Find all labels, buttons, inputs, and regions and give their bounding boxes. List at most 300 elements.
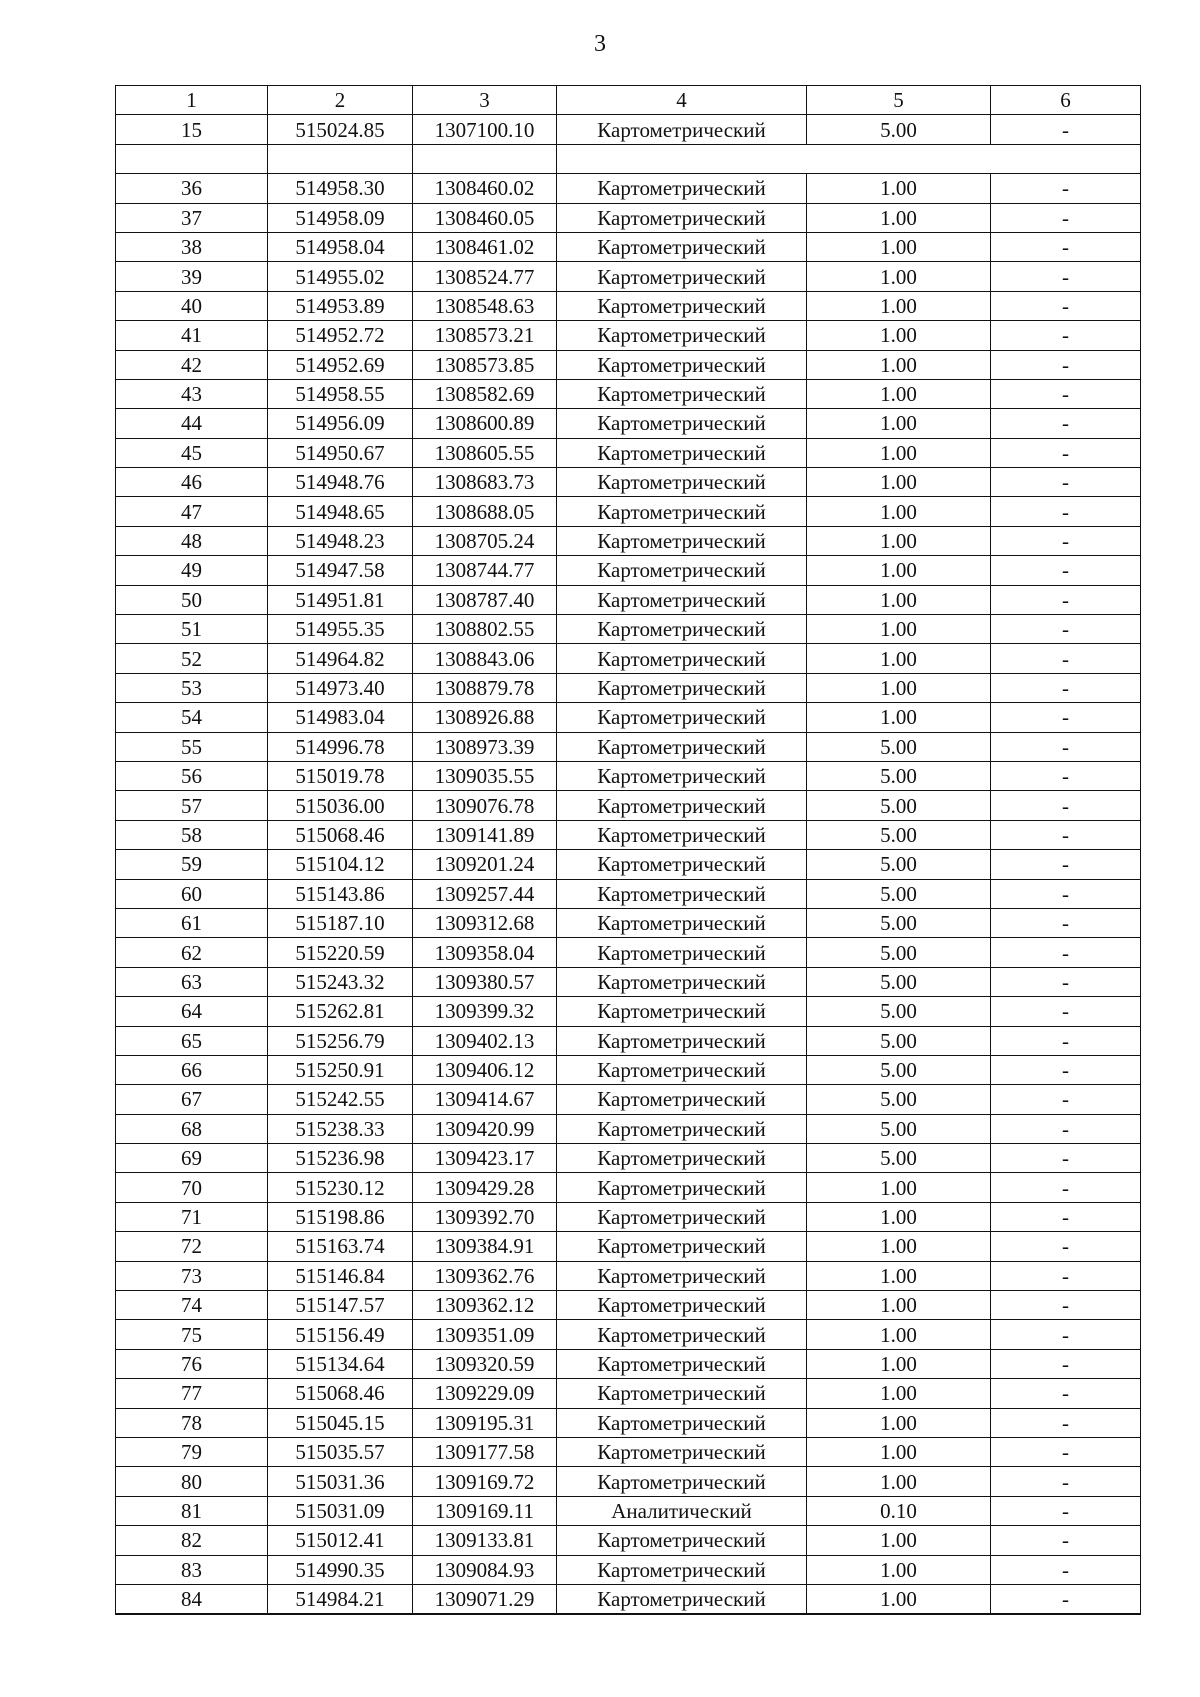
table-cell: 514983.04: [268, 703, 413, 732]
table-cell: -: [991, 938, 1141, 967]
table-row: [116, 468, 1141, 497]
table-cell: -: [991, 1144, 1141, 1173]
table-row: [116, 585, 1141, 614]
table-row: [116, 1173, 1141, 1202]
table-cell: 514984.21: [268, 1584, 413, 1614]
table-cell: Картометрический: [557, 1144, 807, 1173]
table-cell: -: [991, 1349, 1141, 1378]
table-cell: -: [991, 526, 1141, 555]
column-header-2: 2: [268, 86, 413, 115]
page-number: 3: [594, 31, 606, 57]
table-cell: Картометрический: [557, 1408, 807, 1437]
table-cell: 1.00: [807, 262, 991, 291]
table-cell: 5.00: [807, 1085, 991, 1114]
table-cell: -: [991, 585, 1141, 614]
table-cell: 1309071.29: [413, 1584, 557, 1614]
table-cell: Картометрический: [557, 908, 807, 937]
table-cell: Картометрический: [557, 262, 807, 291]
table-cell: 59: [116, 850, 268, 879]
table-cell: 515143.86: [268, 879, 413, 908]
table-cell: 515163.74: [268, 1232, 413, 1261]
table-cell: 1308460.02: [413, 174, 557, 203]
table-cell: -: [991, 262, 1141, 291]
table-cell: 56: [116, 761, 268, 790]
table-cell: 1309169.72: [413, 1467, 557, 1496]
table-row: [116, 1349, 1141, 1378]
table-cell: 65: [116, 1026, 268, 1055]
table-row: [116, 791, 1141, 820]
table-cell: 1.00: [807, 1437, 991, 1466]
table-cell: 515187.10: [268, 908, 413, 937]
table-cell: 55: [116, 732, 268, 761]
table-cell: [268, 144, 413, 173]
table-cell: 5.00: [807, 1055, 991, 1084]
table-cell: 78: [116, 1408, 268, 1437]
table-cell: 77: [116, 1379, 268, 1408]
table-cell: Картометрический: [557, 1202, 807, 1231]
table-cell: 1.00: [807, 468, 991, 497]
table-cell: Картометрический: [557, 232, 807, 261]
table-cell: 1309084.93: [413, 1555, 557, 1584]
table-cell: 515236.98: [268, 1144, 413, 1173]
table-cell: Картометрический: [557, 732, 807, 761]
table-cell: 1309362.76: [413, 1261, 557, 1290]
table-cell: 0.10: [807, 1496, 991, 1525]
table-row: [116, 350, 1141, 379]
table-cell: Картометрический: [557, 615, 807, 644]
table-cell: Картометрический: [557, 703, 807, 732]
table-cell: 36: [116, 174, 268, 203]
table-cell: -: [991, 1202, 1141, 1231]
table-cell: 1309423.17: [413, 1144, 557, 1173]
table-cell: 1.00: [807, 1202, 991, 1231]
table-cell: -: [991, 997, 1141, 1026]
table-row: [116, 1144, 1141, 1173]
table-row: [116, 409, 1141, 438]
table-cell: 15: [116, 115, 268, 144]
table-cell: 1309380.57: [413, 967, 557, 996]
table-cell: Картометрический: [557, 1437, 807, 1466]
table-cell: 515024.85: [268, 115, 413, 144]
table-row: [116, 526, 1141, 555]
table-cell: 1309429.28: [413, 1173, 557, 1202]
table-cell: -: [991, 879, 1141, 908]
table-cell: 1.00: [807, 1408, 991, 1437]
table-header-row: [116, 86, 1141, 115]
table-cell: Аналитический: [557, 1496, 807, 1525]
table-row: [116, 850, 1141, 879]
table-cell: Картометрический: [557, 1085, 807, 1114]
table-cell: -: [991, 291, 1141, 320]
table-cell: 1.00: [807, 1232, 991, 1261]
table-cell: Картометрический: [557, 761, 807, 790]
table-cell: 515262.81: [268, 997, 413, 1026]
table-cell: 53: [116, 673, 268, 702]
table-cell: -: [991, 1467, 1141, 1496]
table-cell: 57: [116, 791, 268, 820]
table-cell: 40: [116, 291, 268, 320]
table-cell: 514950.67: [268, 438, 413, 467]
table-cell: Картометрический: [557, 468, 807, 497]
table-cell: Картометрический: [557, 321, 807, 350]
table-cell: 1308600.89: [413, 409, 557, 438]
table-cell: 1309133.81: [413, 1526, 557, 1555]
table-cell: 1.00: [807, 203, 991, 232]
table-cell: 69: [116, 1144, 268, 1173]
table-cell: 84: [116, 1584, 268, 1614]
table-cell: 515198.86: [268, 1202, 413, 1231]
table-cell: 1308582.69: [413, 379, 557, 408]
table-cell: 1309201.24: [413, 850, 557, 879]
table-row: [116, 438, 1141, 467]
table-cell: 1309076.78: [413, 791, 557, 820]
table-cell: -: [991, 615, 1141, 644]
table-cell: 51: [116, 615, 268, 644]
table-row: [116, 615, 1141, 644]
table-cell: 515256.79: [268, 1026, 413, 1055]
table-cell: 515012.41: [268, 1526, 413, 1555]
table-cell: 1308548.63: [413, 291, 557, 320]
table-cell: 48: [116, 526, 268, 555]
table-cell: Картометрический: [557, 820, 807, 849]
table-row: [116, 1085, 1141, 1114]
table-cell: 5.00: [807, 115, 991, 144]
table-cell: 1308787.40: [413, 585, 557, 614]
table-cell: 80: [116, 1467, 268, 1496]
table-cell: 1.00: [807, 232, 991, 261]
table-cell: 515019.78: [268, 761, 413, 790]
table-cell: 515134.64: [268, 1349, 413, 1378]
table-cell: -: [991, 1437, 1141, 1466]
table-cell: 1.00: [807, 1526, 991, 1555]
table-row: [116, 1555, 1141, 1584]
table-cell: 515031.09: [268, 1496, 413, 1525]
table-cell: 70: [116, 1173, 268, 1202]
table-cell: -: [991, 115, 1141, 144]
table-cell: 514952.72: [268, 321, 413, 350]
table-cell: 1.00: [807, 556, 991, 585]
table-cell: Картометрический: [557, 1055, 807, 1084]
table-cell: 1.00: [807, 438, 991, 467]
table-cell: 1309169.11: [413, 1496, 557, 1525]
table-cell: 1.00: [807, 379, 991, 408]
table-cell: 1.00: [807, 321, 991, 350]
table-cell: Картометрический: [557, 291, 807, 320]
table-cell: 52: [116, 644, 268, 673]
table-cell: -: [991, 379, 1141, 408]
table-cell: 515156.49: [268, 1320, 413, 1349]
table-cell: 1309406.12: [413, 1055, 557, 1084]
table-cell: 514958.55: [268, 379, 413, 408]
table-cell: 515230.12: [268, 1173, 413, 1202]
table-cell: 1309362.12: [413, 1291, 557, 1320]
table-cell: 514948.65: [268, 497, 413, 526]
table-cell: 1309392.70: [413, 1202, 557, 1231]
table-cell: 5.00: [807, 908, 991, 937]
table-row: [116, 938, 1141, 967]
table-row: [116, 1026, 1141, 1055]
table-cell: Картометрический: [557, 526, 807, 555]
table-cell: 514956.09: [268, 409, 413, 438]
table-cell: 1309358.04: [413, 938, 557, 967]
table-cell: -: [991, 1173, 1141, 1202]
table-cell: [413, 144, 557, 173]
table-cell: 1307100.10: [413, 115, 557, 144]
table-row: [116, 732, 1141, 761]
table-cell: 515243.32: [268, 967, 413, 996]
table-cell: Картометрический: [557, 879, 807, 908]
table-cell: 1308524.77: [413, 262, 557, 291]
table-cell: 1309229.09: [413, 1379, 557, 1408]
table-cell: 5.00: [807, 938, 991, 967]
table-cell: -: [991, 556, 1141, 585]
table-cell: -: [991, 1526, 1141, 1555]
table-cell: 49: [116, 556, 268, 585]
table-cell: Картометрический: [557, 1173, 807, 1202]
table-cell: 1.00: [807, 1467, 991, 1496]
table-cell: 1.00: [807, 291, 991, 320]
table-cell: [557, 144, 807, 173]
table-cell: Картометрический: [557, 379, 807, 408]
table-cell: 1.00: [807, 615, 991, 644]
table-row: [116, 879, 1141, 908]
table-cell: 1309177.58: [413, 1437, 557, 1466]
table-cell: 47: [116, 497, 268, 526]
table-cell: 514947.58: [268, 556, 413, 585]
table-cell: 1308605.55: [413, 438, 557, 467]
table-cell: -: [991, 703, 1141, 732]
table-cell: 1308460.05: [413, 203, 557, 232]
table-row: [116, 967, 1141, 996]
table-cell: -: [991, 409, 1141, 438]
table-cell: 1309141.89: [413, 820, 557, 849]
table-cell: 515146.84: [268, 1261, 413, 1290]
table-cell: -: [991, 1379, 1141, 1408]
table-cell: Картометрический: [557, 673, 807, 702]
table-cell: 1308843.06: [413, 644, 557, 673]
table-gap-row: [116, 144, 1141, 173]
table-cell: 1309257.44: [413, 879, 557, 908]
table-row: [116, 1320, 1141, 1349]
table-cell: 1309384.91: [413, 1232, 557, 1261]
table-cell: 514958.04: [268, 232, 413, 261]
table-cell: 1.00: [807, 1320, 991, 1349]
table-cell: 1.00: [807, 1584, 991, 1614]
table-cell: -: [991, 644, 1141, 673]
table-cell: 1309402.13: [413, 1026, 557, 1055]
table-cell: 515035.57: [268, 1437, 413, 1466]
table-cell: -: [991, 908, 1141, 937]
table-cell: Картометрический: [557, 644, 807, 673]
table-cell: 1308926.88: [413, 703, 557, 732]
table-cell: Картометрический: [557, 497, 807, 526]
column-header-1: 1: [116, 86, 268, 115]
table-row: [116, 1291, 1141, 1320]
table-cell: 1308688.05: [413, 497, 557, 526]
table-cell: 82: [116, 1526, 268, 1555]
table-cell: 515031.36: [268, 1467, 413, 1496]
table-row: [116, 1379, 1141, 1408]
table-cell: 79: [116, 1437, 268, 1466]
table-cell: -: [991, 438, 1141, 467]
table-cell: 5.00: [807, 850, 991, 879]
table-row: [116, 1055, 1141, 1084]
table-cell: 76: [116, 1349, 268, 1378]
table-cell: Картометрический: [557, 938, 807, 967]
table-cell: 72: [116, 1232, 268, 1261]
table-cell: 515104.12: [268, 850, 413, 879]
table-cell: 50: [116, 585, 268, 614]
table-cell: 1309414.67: [413, 1085, 557, 1114]
table-cell: 515036.00: [268, 791, 413, 820]
table-cell: -: [991, 732, 1141, 761]
table-cell: 66: [116, 1055, 268, 1084]
table-cell: -: [991, 1408, 1141, 1437]
table-cell: 1.00: [807, 497, 991, 526]
table-cell: 514958.30: [268, 174, 413, 203]
table-row: [116, 1232, 1141, 1261]
table-cell: 43: [116, 379, 268, 408]
table-cell: Картометрический: [557, 1467, 807, 1496]
table-cell: 62: [116, 938, 268, 967]
table-cell: 514964.82: [268, 644, 413, 673]
table-row: [116, 262, 1141, 291]
table-cell: Картометрический: [557, 967, 807, 996]
table-cell: -: [991, 673, 1141, 702]
table-cell: 514948.23: [268, 526, 413, 555]
table-cell: 5.00: [807, 732, 991, 761]
table-row: [116, 232, 1141, 261]
table-row: [116, 761, 1141, 790]
table-cell: -: [991, 820, 1141, 849]
table-cell: -: [991, 1261, 1141, 1290]
table-cell: -: [991, 1496, 1141, 1525]
table-cell: Картометрический: [557, 1232, 807, 1261]
table-row: [116, 820, 1141, 849]
table-cell: 1.00: [807, 350, 991, 379]
table-cell: 45: [116, 438, 268, 467]
table-cell: 515068.46: [268, 1379, 413, 1408]
table-cell: 83: [116, 1555, 268, 1584]
table-cell: 41: [116, 321, 268, 350]
table-cell: 71: [116, 1202, 268, 1231]
column-header-5: 5: [807, 86, 991, 115]
table-cell: 5.00: [807, 1114, 991, 1143]
table-cell: 514955.35: [268, 615, 413, 644]
table-row: [116, 203, 1141, 232]
table-cell: 1308461.02: [413, 232, 557, 261]
table-row: [116, 556, 1141, 585]
table-row: [116, 908, 1141, 937]
table-cell: 68: [116, 1114, 268, 1143]
table-cell: -: [991, 1291, 1141, 1320]
table-row: [116, 1526, 1141, 1555]
table-cell: 1309351.09: [413, 1320, 557, 1349]
table-cell: 514996.78: [268, 732, 413, 761]
table-row: [116, 1114, 1141, 1143]
table-cell: Картометрический: [557, 1261, 807, 1290]
table-cell: Картометрический: [557, 174, 807, 203]
table-row: [116, 1437, 1141, 1466]
table-cell: 1.00: [807, 1349, 991, 1378]
table-row: [116, 1584, 1141, 1614]
column-header-6: 6: [991, 86, 1141, 115]
table-cell: Картометрический: [557, 1555, 807, 1584]
table-cell: Картометрический: [557, 556, 807, 585]
table-cell: 5.00: [807, 879, 991, 908]
table-cell: 514953.89: [268, 291, 413, 320]
table-cell: 5.00: [807, 1144, 991, 1173]
table-row: [116, 997, 1141, 1026]
table-cell: 37: [116, 203, 268, 232]
table-cell: 1.00: [807, 673, 991, 702]
table-cell: Картометрический: [557, 1026, 807, 1055]
table-cell: 54: [116, 703, 268, 732]
table-cell: -: [991, 1232, 1141, 1261]
table-cell: Картометрический: [557, 791, 807, 820]
table-cell: 514951.81: [268, 585, 413, 614]
table-cell: 60: [116, 879, 268, 908]
table-cell: 1308573.21: [413, 321, 557, 350]
table-cell: 1.00: [807, 1261, 991, 1290]
table-cell: -: [991, 203, 1141, 232]
table-cell: 38: [116, 232, 268, 261]
table-cell: -: [991, 791, 1141, 820]
table-cell: 1309399.32: [413, 997, 557, 1026]
table-cell: -: [991, 321, 1141, 350]
table-cell: 81: [116, 1496, 268, 1525]
table-row: [116, 321, 1141, 350]
table-cell: [807, 144, 991, 173]
column-header-3: 3: [413, 86, 557, 115]
table-cell: -: [991, 1584, 1141, 1614]
table-cell: 515242.55: [268, 1085, 413, 1114]
table-cell: -: [991, 350, 1141, 379]
table-cell: 514955.02: [268, 262, 413, 291]
table-cell: 1308573.85: [413, 350, 557, 379]
table-row: [116, 1496, 1141, 1525]
table-cell: 75: [116, 1320, 268, 1349]
table-cell: 514948.76: [268, 468, 413, 497]
table-cell: 5.00: [807, 820, 991, 849]
table-cell: 1.00: [807, 644, 991, 673]
column-header-4: 4: [557, 86, 807, 115]
table-row: [116, 174, 1141, 203]
table-cell: 515238.33: [268, 1114, 413, 1143]
table-cell: Картометрический: [557, 203, 807, 232]
table-cell: 1309320.59: [413, 1349, 557, 1378]
table-cell: 5.00: [807, 791, 991, 820]
table-body: [116, 115, 1141, 1614]
table-cell: 1.00: [807, 174, 991, 203]
table-cell: [116, 144, 268, 173]
table-row: [116, 1261, 1141, 1290]
table-cell: 1308705.24: [413, 526, 557, 555]
table-cell: 1.00: [807, 526, 991, 555]
table-cell: 39: [116, 262, 268, 291]
table-cell: 1.00: [807, 703, 991, 732]
coordinates-table: [115, 85, 1141, 1615]
table-cell: -: [991, 497, 1141, 526]
table-cell: -: [991, 1320, 1141, 1349]
table-row: [116, 115, 1141, 144]
table-cell: 1308973.39: [413, 732, 557, 761]
table-cell: Картометрический: [557, 850, 807, 879]
table-cell: -: [991, 761, 1141, 790]
table-cell: 514973.40: [268, 673, 413, 702]
table-cell: 5.00: [807, 967, 991, 996]
table-cell: 1.00: [807, 1291, 991, 1320]
